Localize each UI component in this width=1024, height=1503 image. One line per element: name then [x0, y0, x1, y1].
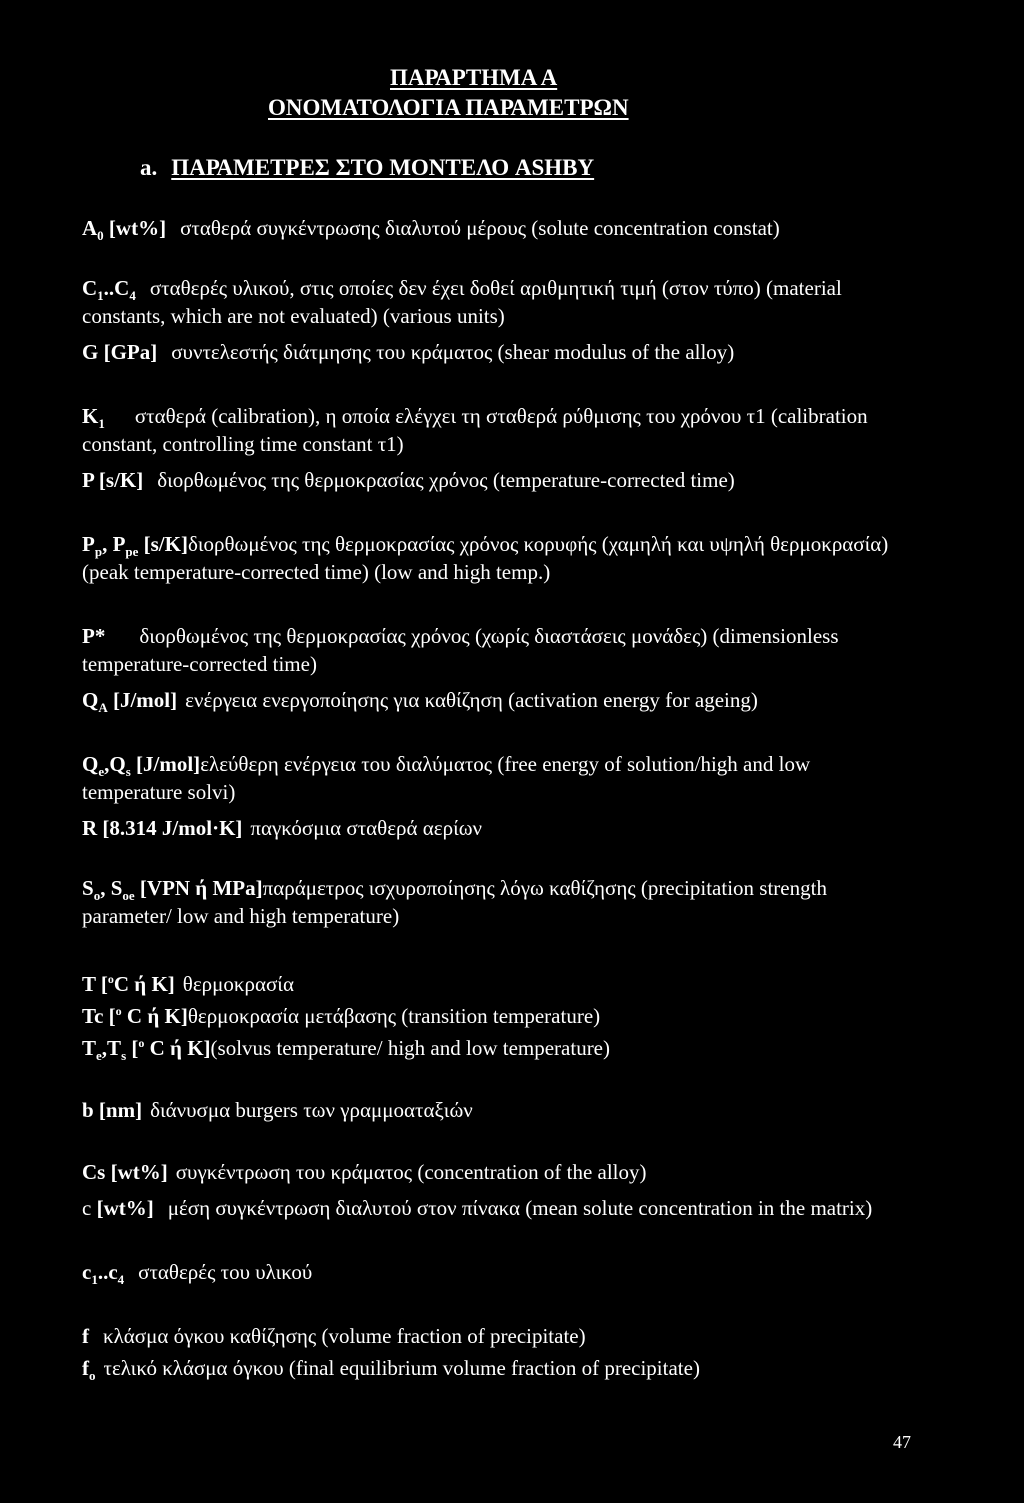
entry-qe-qs — [82, 750, 902, 806]
entry-c1-c4 — [82, 274, 902, 330]
description: τελικό κλάσμα όγκου (final equilibrium volume fraction of precipitate) — [103, 1356, 700, 1380]
entry-k1 — [82, 402, 902, 458]
appendix-title: ΠΑΡΑΡΤΗΜΑ Α — [390, 65, 558, 90]
description: διορθωμένος της θερμοκρασίας χρόνος κορυφής (χαμηλή και υψηλή θερμοκρασία) (peak temperature-corrected time) (low and high temp.) — [82, 532, 889, 584]
entry-a0 — [82, 214, 902, 242]
description: θερμοκρασία μετάβασης (transition temperature) — [187, 1004, 601, 1028]
symbol: $C_1..C_4$ — [82, 276, 136, 304]
entry-f0 — [82, 1354, 942, 1382]
entry-r — [82, 814, 902, 842]
page-number: 47 — [893, 1432, 911, 1452]
entry-te-ts — [82, 1034, 902, 1062]
entry-pp-ppe — [82, 530, 902, 586]
symbol: $Q_e,Q_s$ [J/mol] — [82, 752, 201, 780]
description: διορθωμένος της θερμοκρασίας χρόνος (χωρίς διαστάσεις μονάδες) (dimensionless temperature-corrected time) — [82, 624, 839, 676]
symbol: P* — [82, 624, 106, 648]
entry-p-star — [82, 622, 902, 678]
description: παγκόσμια σταθερά αερίων — [250, 816, 483, 840]
description: σταθερά συγκέντρωσης διαλυτού μέρους (solute concentration constat) — [180, 216, 780, 240]
description: συγκέντρωση του κράματος (concentration of the alloy) — [175, 1160, 647, 1184]
symbol: b [nm] — [82, 1098, 143, 1122]
symbol: $T_e,T_s$ [$^o$ C ή K] — [82, 1036, 211, 1064]
description: διορθωμένος της θερμοκρασίας χρόνος (temperature-corrected time) — [157, 468, 735, 492]
entry-c-mean — [82, 1194, 902, 1222]
entry-cs — [82, 1158, 902, 1186]
entry-qa — [82, 686, 902, 714]
entry-f — [82, 1322, 902, 1350]
symbol: G [GPa] — [82, 340, 158, 364]
description: διάνυσμα burgers των γραμμοαταξιών — [150, 1098, 473, 1122]
symbol: Tc [$^o$ C ή K] — [82, 1004, 188, 1028]
symbol: $K_1$ — [82, 404, 105, 432]
description: (solvus temperature/ high and low temperature) — [210, 1036, 610, 1060]
description: κλάσμα όγκου καθίζησης (volume fraction of precipitate) — [103, 1324, 586, 1348]
entry-c1-c4-lower — [82, 1258, 902, 1286]
symbol: T [$^o$C ή K] — [82, 972, 175, 996]
entry-tc — [82, 1002, 902, 1030]
entry-b — [82, 1096, 902, 1124]
entry-so-soe — [82, 874, 902, 930]
symbol: $c_1..c_4$ — [82, 1260, 125, 1288]
description: μέση συγκέντρωση διαλυτού στον πίνακα (mean solute concentration in the matrix) — [167, 1196, 873, 1220]
nomenclature-title: ΟΝΟΜΑΤΟΛΟΓΙΑ ΠΑΡΑΜΕΤΡΩΝ — [268, 95, 629, 120]
symbol: P [s/K] — [82, 468, 144, 492]
description: σταθερές του υλικού — [138, 1260, 313, 1284]
description: παράμετρος ισχυροποίησης λόγω καθίζησης (precipitation strength parameter/ low and high temperature) — [82, 876, 827, 928]
description: ενέργεια ενεργοποίησης για καθίζηση (activation energy for ageing) — [185, 688, 758, 712]
symbol: $S_o$, $S_{oe}$ [VPN ή MPa] — [82, 876, 263, 904]
description: σταθερά (calibration), η οποία ελέγχει τη σταθερά ρύθμισης του χρόνου τ1 (calibration constant, controlling time constant τ1) — [82, 404, 868, 456]
description: θερμοκρασία — [182, 972, 294, 996]
symbol: f — [82, 1324, 89, 1348]
section-title-text: ΠΑΡΑΜΕΤΡΕΣ ΣΤΟ ΜΟΝΤΕΛΟ ASHBY — [171, 155, 595, 180]
description: ελεύθερη ενέργεια του διαλύματος (free energy of solution/high and low temperature solvi) — [82, 752, 811, 804]
symbol: R [8.314 J/mol·K] — [82, 816, 243, 840]
symbol: c [wt%] — [82, 1196, 154, 1220]
symbol: Cs [wt%] — [82, 1160, 168, 1184]
entry-p — [82, 466, 902, 494]
entry-g — [82, 338, 902, 366]
symbol: $P_p$, $P_{pe}$ [s/K] — [82, 532, 188, 560]
description: σταθερές υλικού, στις οποίες δεν έχει δοθεί αριθμητική τιμή (στον τύπο) (material constants, which are not evaluated) (various units) — [82, 276, 842, 328]
symbol: $f_o$ — [82, 1356, 96, 1384]
entry-t — [82, 970, 902, 998]
symbol: $Q_A$ [J/mol] — [82, 688, 178, 716]
symbol: $A_0$ [wt%] — [82, 216, 167, 244]
section-title — [140, 154, 594, 182]
section-letter: a. — [140, 155, 158, 180]
description: συντελεστής διάτμησης του κράματος (shear modulus of the alloy) — [171, 340, 735, 364]
